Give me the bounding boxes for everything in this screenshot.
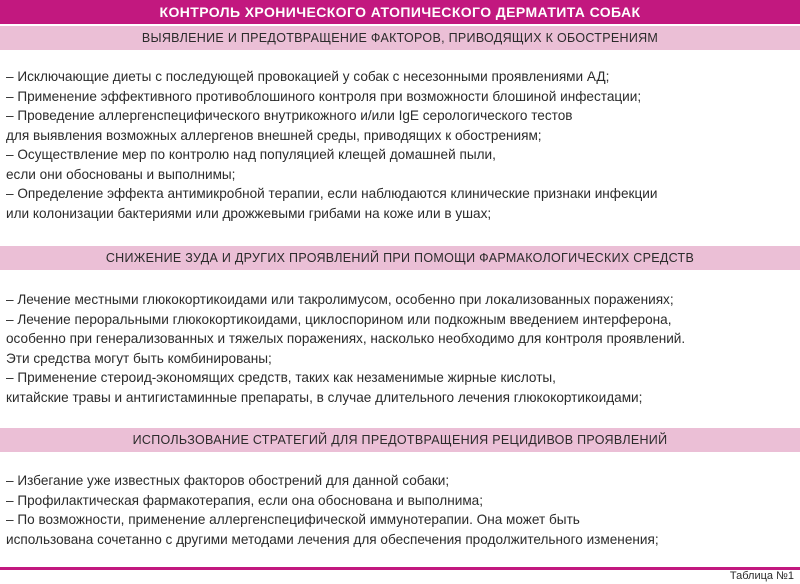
section-header-pruritus: СНИЖЕНИЕ ЗУДА И ДРУГИХ ПРОЯВЛЕНИЙ ПРИ ПОМОЩИ ФАРМАКОЛОГИЧЕСКИХ СРЕДСТВ xyxy=(0,246,800,270)
list-item: – По возможности, применение аллергенспецифической иммунотерапии. Она может быть xyxy=(6,512,580,527)
list-item: – Применение эффективного противоблошиного контроля при возможности блошиной инфестации; xyxy=(6,88,642,104)
list-item: – Лечение местными глюкокортикоидами или такролимусом, особенно при локализованных поражениях; xyxy=(6,292,674,307)
list-item: использована сочетанно с другими методами лечения для обеспечения продолжительного изменения; xyxy=(6,531,659,547)
section-list-pruritus xyxy=(6,290,796,407)
section-header-triggers: ВЫЯВЛЕНИЕ И ПРЕДОТВРАЩЕНИЕ ФАКТОРОВ, ПРИВОДЯЩИХ К ОБОСТРЕНИЯМ xyxy=(0,26,800,50)
list-item: – Проведение аллергенспецифического внутрикожного и/или IgE серологического тестов xyxy=(6,108,573,123)
section-list-triggers xyxy=(6,67,796,223)
bottom-divider xyxy=(0,567,800,570)
list-item: – Осуществление мер по контролю над популяцией клещей домашней пыли, xyxy=(6,147,496,162)
list-item: особенно при генерализованных и тяжелых поражениях, насколько необходимо для контроля проявлений. xyxy=(6,331,686,346)
list-item: – Избегание уже известных факторов обострений для данной собаки; xyxy=(6,473,450,488)
list-item: для выявления возможных аллергенов внешней среды, приводящих к обострениям; xyxy=(6,127,542,143)
list-item: – Применение стероид-экономящих средств, таких как незаменимые жирные кислоты, xyxy=(6,370,556,385)
list-item: – Исключающие диеты с последующей провокацией у собак с несезонными проявлениями АД; xyxy=(6,69,610,84)
table-caption: Таблица №1 xyxy=(729,570,794,582)
list-item: Эти средства могут быть комбинированы; xyxy=(6,350,272,366)
list-item: если они обоснованы и выполнимы; xyxy=(6,166,236,182)
list-item: – Лечение пероральными глюкокортикоидами, циклоспорином или подкожным введением интерферона, xyxy=(6,311,672,327)
list-item: или колонизации бактериями или дрожжевыми грибами на коже или в ушах; xyxy=(6,205,492,221)
section-header-relapse: ИСПОЛЬЗОВАНИЕ СТРАТЕГИЙ ДЛЯ ПРЕДОТВРАЩЕНИЯ РЕЦИДИВОВ ПРОЯВЛЕНИЙ xyxy=(0,428,800,452)
section-list-relapse xyxy=(6,471,796,549)
list-item: – Профилактическая фармакотерапия, если она обоснована и выполнима; xyxy=(6,492,484,508)
list-item: китайские травы и антигистаминные препараты, в случае длительного лечения глюкокортикоидами; xyxy=(6,389,643,405)
list-item: – Определение эффекта антимикробной терапии, если наблюдаются клинические признаки инфекции xyxy=(6,186,658,201)
table-title: КОНТРОЛЬ ХРОНИЧЕСКОГО АТОПИЧЕСКОГО ДЕРМАТИТА СОБАК xyxy=(0,0,800,24)
